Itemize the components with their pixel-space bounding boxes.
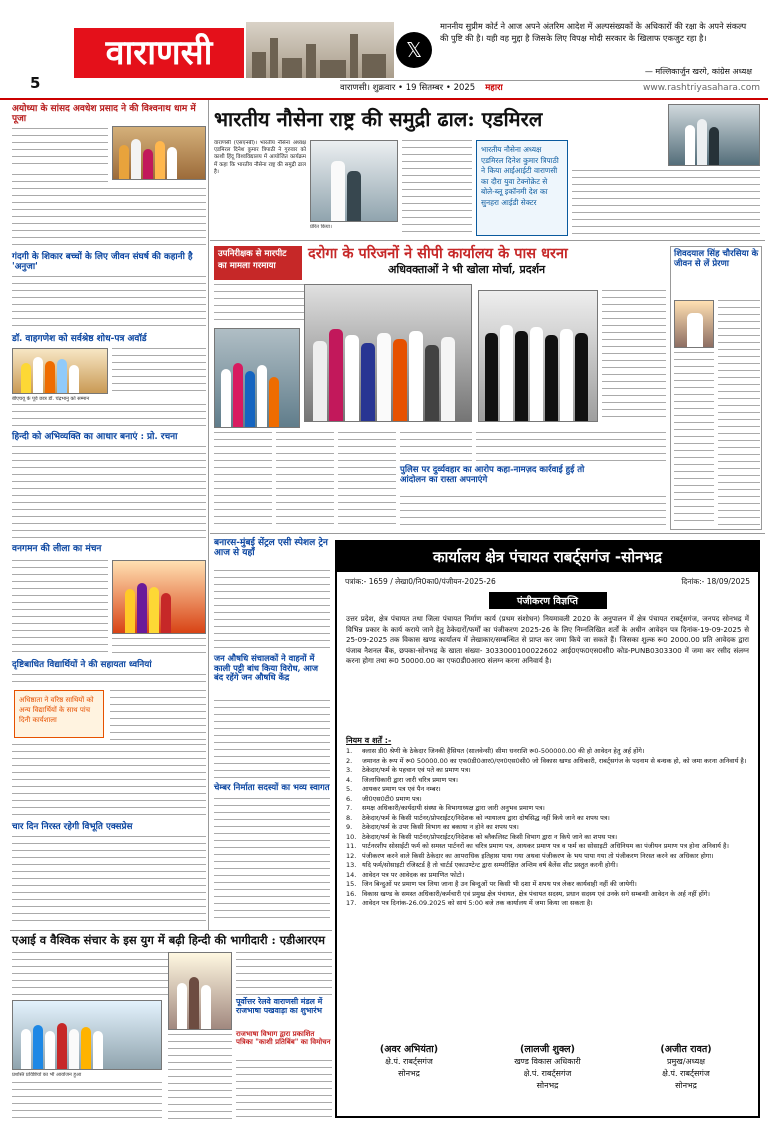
rule-item: 6. जी0एस0टी0 प्रमाण पत्र। — [346, 794, 422, 803]
rule-item: 14. आवेदन पत्र पर आवेदक का प्रमाणित फोटो। — [346, 870, 465, 879]
rule-item: 7. समक्ष अधिकारी/कार्यदायी संस्था के विभागाध्यक्ष द्वारा जारी अनुभव प्रमाण पत्र। — [346, 804, 545, 812]
story-body — [602, 290, 666, 422]
notice-title: कार्यालय क्षेत्र पंचायत राबर्ट्सगंज -सोनभद्र — [337, 542, 758, 572]
story-body — [12, 404, 206, 428]
lead-story-body — [572, 170, 760, 236]
story-body — [112, 638, 206, 656]
notice-intro: उत्तर प्रदेश, क्षेत्र पंचायत तथा जिला पंचायत निर्माण कार्य (प्रथम संशोधन) नियमावली 2020 के अनुपालन में क्षेत्र पंचायत राबर्ट्सगंज, जनपद सोनभद्र में विभिन्न प्रकार के कार्य कराये जाने हेतु ठेकेदारों/फर्मों का पंजीकरण 2025-26 के लिए निम्नलिखित शर्तों के अधीन आवेदन पत्र दिनांक-19-09-2025 से 25-09-2025 तक विकास खण्ड कार्यालय में लेखाकार/सम्बन्धित से प्राप्त कर जमा किये जा सकते हैं। जिसका शुल्क रू0 2000.00 प्रति आवेदक द्वारा पंजाब नैशनल बैंक, छपका-सोनभद्र के खाता संख्या- 3033000100022602 आई0एफ0एस0सी0 कोड-PUNB0303300 में जमा कर रसीद संलग्न करना होगा तथा रू0 50000.00 का एफ0डी0आर0 संलग्न करना अनिवार्य है। — [346, 614, 749, 666]
story-title: जन औषधि संचालकों ने वाहनों में काली पट्टी बांध किया विरोध, आज बंद रहेंगे जन औषधि केंद्र — [214, 653, 319, 683]
story-body — [12, 174, 108, 184]
story-body — [12, 560, 108, 656]
lead-story-body — [402, 140, 472, 236]
story-body — [476, 432, 666, 462]
story-body — [674, 352, 714, 526]
dharna-photo — [304, 284, 472, 422]
story-photo — [112, 560, 206, 634]
rule-item: 15. जिन बिन्दुओं पर प्रमाण पत्र लिया जाना है उन बिन्दुओं पर किसी भी दशा में शपथ पत्र लेकर कार्यवाही नहीं की जायेगी। — [346, 880, 637, 888]
rule-item: 16. विकास खण्ड के समस्त अधिकारी/कर्मचारी एवं प्रमुख क्षेत्र पंचायत, क्षेत्र पंचायत सदस्य, प्रधान सदस्य एवं उनके सगे सम्बन्धी आवेदन के अर्ह नहीं होंगे। — [346, 889, 710, 898]
story-body — [214, 700, 330, 780]
column-rule — [208, 100, 209, 930]
tender-notice-ad — [335, 540, 760, 1118]
story-title: पूर्वोत्तर रेलवे वाराणसी मंडल में राजभाषा पखवाड़ा का शुभारंभ — [236, 997, 323, 1015]
story-headline: दरोगा के परिजनों ने सीपी कार्यालय के पास धरना — [308, 245, 568, 262]
dateline-bar — [340, 80, 760, 96]
story-body — [12, 952, 168, 996]
story-body — [236, 952, 332, 996]
lawyers-photo — [478, 290, 598, 422]
rule-item: 11. पार्टनरशीप सोसाईटी फर्म को समस्त पार्टनरों का चरित्र प्रमाण पत्र, आयकर प्रमाण पत्र व फर्म का सोसाइटी अधिनियम का पंजीयन प्रमाण पत्र होना अनिवार्य है। — [346, 842, 729, 850]
story-title: डॉ. वाहगणेश को सर्वश्रेष्ठ शोध-पत्र अवॉर्ड — [12, 334, 147, 344]
notice-date: दिनांक:- 18/09/2025 — [681, 577, 750, 586]
story-photo — [168, 952, 232, 1030]
story-body — [214, 432, 272, 530]
story-title: अयोध्या के सांसद अवधेश प्रसाद ने की विश्वनाथ धाम में पूजा — [12, 104, 196, 125]
story-body — [12, 744, 206, 816]
story-subheadline: अधिवक्ताओं ने भी खोला मोर्चा, प्रदर्शन — [388, 263, 546, 276]
issue-date: वाराणसी। शुक्रवार • 19 सितम्बर • 2025 — [340, 83, 476, 93]
lead-headline: भारतीय नौसेना राष्ट्र की समुद्री ढाल: एडमिरल — [214, 107, 543, 131]
story-subtitle: राजभाषा विभाग द्वारा प्रकाशित पत्रिका "काशी प्रतिबिंब" का विमोचन — [236, 1029, 331, 1047]
story-body — [12, 836, 206, 924]
rule-item: 12. पंजीकरण करने वाले किसी ठेकेदार का आपराधिक इतिहास पाया गया अथवा पंजीकरण के भय पाया गया तो पंजीकरण निरस्त करने का अधिकार होगा। — [346, 851, 714, 860]
page-number: 5 — [30, 74, 41, 92]
signature-block: (लालजी शुक्ल) खण्ड विकास अधिकारी क्षे.पं. राबर्ट्सगंज सोनभद्र — [514, 1044, 581, 1090]
story-title: दृष्टिबाधित विद्यार्थियों ने की सहायता ध्वनियां — [12, 660, 152, 670]
notice-heading: पंजीकरण विज्ञप्ति — [489, 592, 607, 609]
story-body — [12, 674, 206, 688]
story-title: चेम्बर निर्माता सदस्यों का भव्य स्वागत — [214, 783, 330, 793]
signature-block: (अवर अभियंता) क्षे.पं. राबर्ट्सगंज सोनभद्र — [379, 1044, 439, 1078]
rule-item: 4. जिलाधिकारी द्वारा जारी चरित्र प्रमाण पत्र। — [346, 775, 459, 784]
section-rule — [210, 533, 765, 534]
story-photo — [112, 126, 206, 180]
story-title: हिन्दी को अभिव्यक्ति का आधार बनाएं : प्रो. रचना — [12, 432, 178, 442]
story-headline: एआई व वैश्विक संचार के इस युग में बढ़ी हिन्दी की भागीदारी : एडीआरएम — [12, 933, 325, 947]
rule-item: 2. जमानत के रूप में रू0 50000.00 का एफ0डी0आर0/एन0एस0सी0 जो विकास खण्ड अधिकारी, राबर्ट्सगंज के पदनाम से बन्धक हो, को जमा करना अनिवार्य है। — [346, 756, 747, 765]
story-body — [276, 432, 334, 530]
masthead — [0, 0, 768, 100]
photo-caption: प्रशस्ति प्रविष्टियों का भी आयोजन हुआ — [12, 1072, 82, 1078]
masthead-rule — [0, 98, 768, 100]
website-url[interactable]: www.rashtriyasahara.com — [642, 83, 760, 93]
story-body — [400, 432, 472, 462]
rule-item: 8. ठेकेदार/फर्म के किसी पार्टनर/प्रोपराईटर/निदेशक को न्यायालय द्वारा दोषसिद्ध नहीं किये जाने का शपथ पत्र। — [346, 813, 610, 822]
story-body — [12, 276, 206, 330]
story-title: गंदगी के शिकार बच्चों के लिए जीवन संघर्ष की कहानी है 'अनुजा' — [12, 252, 193, 273]
photo-caption: प्रेरित किया। — [310, 224, 332, 230]
portrait-photo — [674, 300, 714, 348]
story-body — [12, 128, 108, 170]
notice-rules-list — [337, 746, 758, 1038]
rule-item: 13. यदि फर्म/सोसाइटी रजिस्टर्ड है तो चार्टर्ड एकाउण्टेन्ट द्वारा सम्परीक्षित अन्तिम वर्ष बैलेंस शीट प्रस्तुत करनी होगी। — [346, 861, 618, 869]
x-quote-text: माननीय सुप्रीम कोर्ट ने आज अपने अंतरिम आदेश में अल्पसंख्यकों के अधिकारों की रक्षा के अपने संकल्प की पुष्टि की है। यही वह मुद्दा है जिसके लिए विपक्ष मोदी सरकार के खिलाफ एकजुट रहा है। — [440, 21, 747, 43]
story-body — [112, 348, 206, 394]
story-photo — [12, 348, 108, 394]
pull-quote: अधिष्ठाता ने वरिष्ठ साथियों को अन्य विद्यार्थियों के साथ पांच दिनी कार्यशाला — [14, 690, 104, 738]
notice-ref-number: पत्रांक:- 1659 / लेखा0/नि0का0/पंजीयन-2025-26 — [345, 577, 496, 586]
rule-item: 3. ठेकेदार/फर्म के पहचान एवं पते का प्रमाण पत्र। — [346, 766, 471, 774]
rule-item: 9. ठेकेदार/फर्म के उपर किसी विभाग का बकाया न होने का शपथ पत्र। — [346, 823, 519, 831]
rule-item: 1. क्लास डी0 श्रेणी के ठेकेदार जिनकी हैसियत (सालवेन्सी) सीमा धनराशि रू0-500000.00 की हो आवेदन हेतु अर्ह होंगे। — [346, 747, 645, 755]
story-body — [338, 432, 396, 530]
story-body — [12, 1082, 162, 1122]
lead-photo — [310, 140, 398, 222]
x-quote-credit: — मल्लिकार्जुन खरगे, कांग्रेस अध्यक्ष — [644, 67, 752, 76]
notice-signatures — [337, 1038, 758, 1092]
lead-pull-quote: भारतीय नौसेना अध्यक्ष एडमिरल दिनेश कुमार त्रिपाठी ने किया आईआईटी वाराणसी का दौरा युवा टेक्नोक्रेट से बोले-ब्लू इकॉनमी देश का सुनहरा आईडी सेक्टर — [476, 140, 568, 236]
notice-rules-heading: नियम व शर्तें :- — [346, 736, 392, 745]
x-logo-icon: 𝕏 — [396, 32, 432, 68]
story-body — [110, 690, 206, 740]
story-body — [400, 496, 666, 530]
publication-name: महारा — [485, 83, 503, 93]
story-body — [718, 300, 760, 526]
story-body — [214, 570, 330, 650]
story-title: चार दिन निरस्त रहेगी विभूति एक्सप्रेस — [12, 822, 133, 832]
story-photo — [12, 1000, 162, 1070]
story-body — [12, 446, 206, 542]
photo-caption: बीएचयू के पूर्व छात्र डॉ. चंद्रभानु को सम्मान — [12, 396, 90, 402]
story-body — [12, 188, 206, 250]
story-photo — [214, 328, 300, 428]
story-title: शिवदयाल सिंह चौरसिया के जीवन से लें प्रेरणा — [674, 249, 759, 269]
section-rule — [210, 240, 765, 241]
lead-side-photo — [668, 104, 760, 166]
story-body — [168, 1034, 232, 1122]
city-nameplate: वाराणसी — [74, 28, 244, 78]
story-kicker: उपनिरीक्षक से मारपीट का मामला गरमाया — [214, 246, 302, 280]
story-title: बनारस-मुंबई सेंट्रल एसी स्पेशल ट्रेन आज से यहाँ — [214, 538, 328, 559]
lead-story-body: वाराणसी (एसएनबी)। भारतीय नौसेना अध्यक्ष एडमिरल दिनेश कुमार त्रिपाठी ने गुरुवार को काशी हिंदू विश्वविद्यालय में आयोजित कार्यक्रम में कहा कि भारतीय नौसेना राष्ट्र की समुद्री ढाल है। — [214, 140, 306, 175]
signature-block: (अजीत रावत) प्रमुख/अध्यक्ष क्षे.पं. राबर्ट्सगंज सोनभद्र — [660, 1044, 712, 1090]
rule-item: 5. आयकर प्रमाण पत्र एवं पैन नम्बर। — [346, 785, 441, 793]
story-subheadline: पुलिस पर दुर्व्यवहार का आरोप कहा-नामज़द कार्रवाई हुई तो आंदोलन का रास्ता अपनाएंगे — [400, 465, 585, 485]
rule-item: 17. आवेदन पत्र दिनांक-26.09.2025 को सायं 5:00 बजे तक कार्यालय में जमा किया जा सकता है। — [346, 899, 593, 907]
story-body — [236, 1060, 332, 1122]
notice-reference-row — [337, 572, 758, 587]
rule-item: 10. ठेकेदार/फर्म के किसी पार्टनर/प्रोपराईटर/निदेशक को ब्लैकलिस्ट किसी विभाग द्वारा न किये जाने का शपथ पत्र। — [346, 832, 618, 841]
story-title: वनगमन की लीला का मंचन — [12, 544, 102, 554]
story-body — [214, 798, 330, 924]
ghat-skyline-image — [246, 22, 394, 78]
section-rule — [10, 930, 332, 931]
